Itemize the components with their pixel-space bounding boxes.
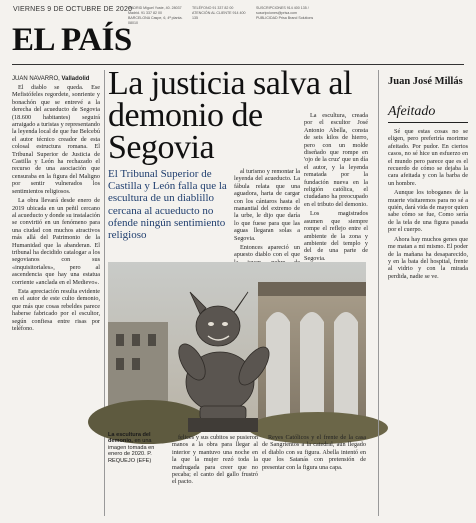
article-paragraph: La escultura, creada por el escultor José Antonio Abella, consta de seis kilos de hierro, pero con un molde diseñado que rompe en 'ojo de la cruz' que un día el autor, y la leyenda rematada por la fundación nueva en la religión católica, el ciudadano ha preocupado en el tributo del demonio. (304, 112, 368, 208)
masthead-info-1 (128, 6, 186, 26)
article-paragraph: Entonces apareció un apuesto diablo con el que (234, 244, 300, 259)
article-paragraph: Reyes Católicos y el frente de la casa de Sangrientos a la catedral, aun llegado el diablo con su figura. Abella intentó en que los Satanás con pretensión de presentar con la figura una capa. (262, 434, 366, 471)
opinion-column-text (388, 128, 468, 516)
masthead-info-line: BARCELONA Caspe, 6, 4ª planta. 08010 (128, 16, 183, 25)
masthead-info-3 (256, 6, 314, 21)
opinion-paragraph: Sé que estas cosas no se eligen, pero preferiría morirme afeitado. Por pudor. En ciertos casos, no sé hice un esfuerzo en el mundo pero parece que es el recuerdo de cómo se dejaba la cara afeitada y con la barba de un hombre. (388, 128, 468, 187)
byline-name: JUAN NAVARRO, (12, 76, 60, 82)
caption-text: en una imagen tomada en enero de 2020. (108, 438, 155, 458)
column-divider (104, 70, 105, 516)
opinion-rule (388, 122, 468, 123)
article-paragraph: El diablo se queda. Ese Mefistófeles regordete, sonriente y bonachón que se entrevé a la derecha del acueducto de Segovia (18.600 habitantes) seguirá arraigado a turistas y representando la leyenda local de que fue Belcebú el autor técnico creador de esta colosal estructura romana. El Tribunal Superior de Justicia de Castilla y León ha rechazado el recurso de una asociación que censuraba en la figura del Maligno por sentir vulnerados los sentimientos religiosos. (12, 84, 100, 195)
opinion-paragraph: Aunque los toboganes de la muerte visitaremos para no sé a quién, dará vida de mayor quien sabe cómo se fue, Como sería de la tela de una figura pasada por el cuerpo. (388, 189, 468, 234)
opinion-author: Juan José Millás (388, 76, 463, 87)
caption-credit: P. REQUEJO (EFE) (108, 451, 152, 464)
photo-caption (108, 432, 168, 464)
bottom-column-2 (262, 434, 366, 516)
caption-lead: La escultura del demonio, (108, 432, 151, 445)
center-article-column (234, 168, 300, 260)
headline: La justicia salva al demonio de Segovia (108, 65, 352, 166)
el-pais-logo: EL PAÍS (12, 22, 132, 58)
demon-sculpture-photo (108, 262, 366, 432)
opinion-paragraph: Ahora hay muchos genes que me matan a mi mismo. El poder de la mañana ha desaparecido, y en la bata del hospital, frente al vidrio y con la mirada perdida, nadie se ve. (388, 235, 468, 280)
masthead-info-line: TELÉFONO 91 337 82 00 (192, 6, 234, 10)
opinion-title: Afeitado (388, 104, 436, 119)
masthead-info-line: ATENCIÓN AL CLIENTE 914 400 135 (192, 11, 246, 20)
column-divider (378, 70, 379, 516)
article-paragraph: Esta apreciación resulta evidente en el autor de este culto demonio, que más que cosas rebeldes parece haberse fabricado por el escultor, según confiesa entre risas por teléfono. (12, 287, 100, 332)
article-deck: El Tribunal Superior de Castilla y León falla que la escultura de un diablillo cercana al acueducto no ofende ningún sentimiento religioso (108, 168, 227, 242)
masthead-info-line: MADRID Miguel Yuste, 40. 28037 Madrid. 91 337 82 00 (128, 6, 182, 15)
article-paragraph: La obra llevará desde enero de 2019 ubicada en un peñil cercano al acueducto y donde su instalación se convirtió en un fenómeno para una ciudad con muchos atractivos más allá del Patrimonio de la Humanidad que la abanderan. El tribunal ha decidido catalogar a los segovianos con sus «inquisitoriales», pero al ascendencia que hay una estatua corriente «anclada en el Medievo». (12, 197, 100, 286)
masthead-info-line: SUSCRIPCIONES 914 400 135 / suscripciones@prisa.com (256, 6, 309, 15)
right-center-article-column (304, 112, 368, 260)
article-paragraph: Los magistrados asumen que siempre rompe el reflejo entre el ambiente de la zona y ambiente del templo y del de una parte de Segovia. (304, 210, 368, 262)
left-article-column (12, 76, 100, 516)
article-paragraph: al turismo y remontar la leyenda del acueducto. La fábula relata que una aguadora, harta de cargar con los cántaros hasta el manantial del extremo de la urbe, le dijo que daría lo que fuese para que las aguas llegaran solas a Segovia. (234, 168, 300, 242)
bottom-column-1 (172, 434, 258, 516)
byline-place: Valladolid (61, 76, 90, 82)
masthead-info-line: PUBLICIDAD Prisa Brand Solutions (256, 16, 314, 20)
article-paragraph: felices y sus cubitos se pusieron manos a la obra para llegar al interior y mantuvo una noche en la que la mujer rezó toda la madrugada para creer que no pecaba; el canto del gallo frustró el pacto. (172, 434, 258, 486)
dateline: VIERNES 9 DE OCTUBRE DE 2020 (13, 6, 133, 13)
masthead-info-2 (192, 6, 250, 21)
byline (12, 76, 100, 82)
